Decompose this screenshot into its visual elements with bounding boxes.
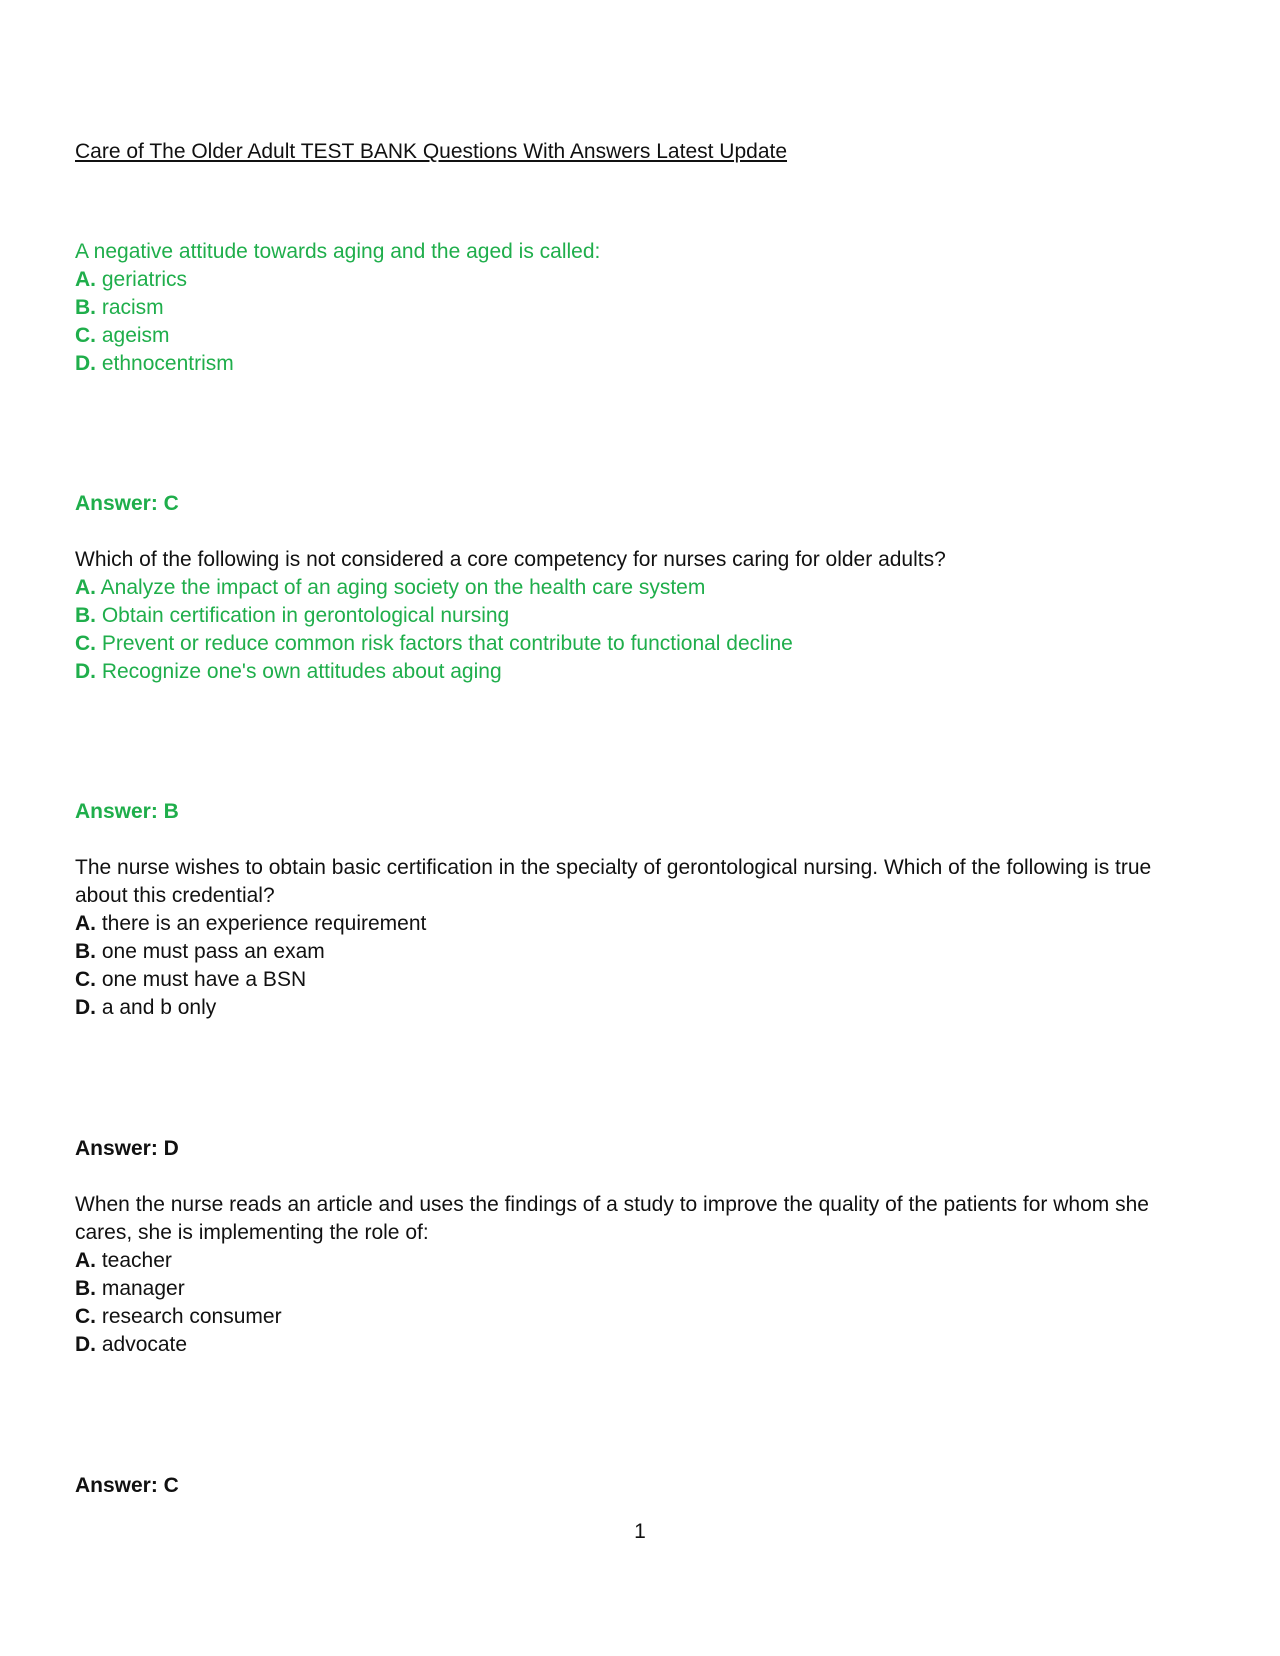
question-block-1 xyxy=(75,238,1205,378)
question-text: The nurse wishes to obtain basic certification in the specialty of gerontological nursing. Which of the following is true about this credential? xyxy=(75,856,1152,907)
question-block-3 xyxy=(75,854,1205,1022)
option-c: C. research consumer xyxy=(75,1305,282,1328)
page-number: 1 xyxy=(634,1520,646,1543)
option-d: D. ethnocentrism xyxy=(75,352,234,375)
option-c: C. one must have a BSN xyxy=(75,968,307,991)
answer-label-1: Answer: C xyxy=(75,492,179,515)
option-a: A. Analyze the impact of an aging society on the health care system xyxy=(75,576,706,599)
option-a: A. there is an experience requirement xyxy=(75,912,427,935)
question-text: Which of the following is not considered a core competency for nurses caring for older adults? xyxy=(75,548,946,571)
question-text: When the nurse reads an article and uses the findings of a study to improve the quality of the patients for whom she cares, she is implementing the role of: xyxy=(75,1193,1149,1244)
answer-label-4: Answer: C xyxy=(75,1474,179,1497)
answer-label-3: Answer: D xyxy=(75,1137,179,1160)
option-d: D. advocate xyxy=(75,1333,188,1356)
option-d: D. a and b only xyxy=(75,996,217,1019)
question-block-2 xyxy=(75,546,1205,686)
document-title: Care of The Older Adult TEST BANK Questions With Answers Latest Update xyxy=(75,140,788,163)
option-a: A. teacher xyxy=(75,1249,172,1272)
question-block-4 xyxy=(75,1191,1205,1359)
answer-label-2: Answer: B xyxy=(75,800,179,823)
option-b: B. racism xyxy=(75,296,164,319)
option-d: D. Recognize one's own attitudes about aging xyxy=(75,660,502,683)
option-c: C. ageism xyxy=(75,324,170,347)
question-text: A negative attitude towards aging and the aged is called: xyxy=(75,240,601,263)
option-b: B. manager xyxy=(75,1277,185,1300)
option-b: B. one must pass an exam xyxy=(75,940,325,963)
option-b: B. Obtain certification in gerontological nursing xyxy=(75,604,510,627)
option-a: A. geriatrics xyxy=(75,268,188,291)
option-c: C. Prevent or reduce common risk factors that contribute to functional decline xyxy=(75,632,793,655)
